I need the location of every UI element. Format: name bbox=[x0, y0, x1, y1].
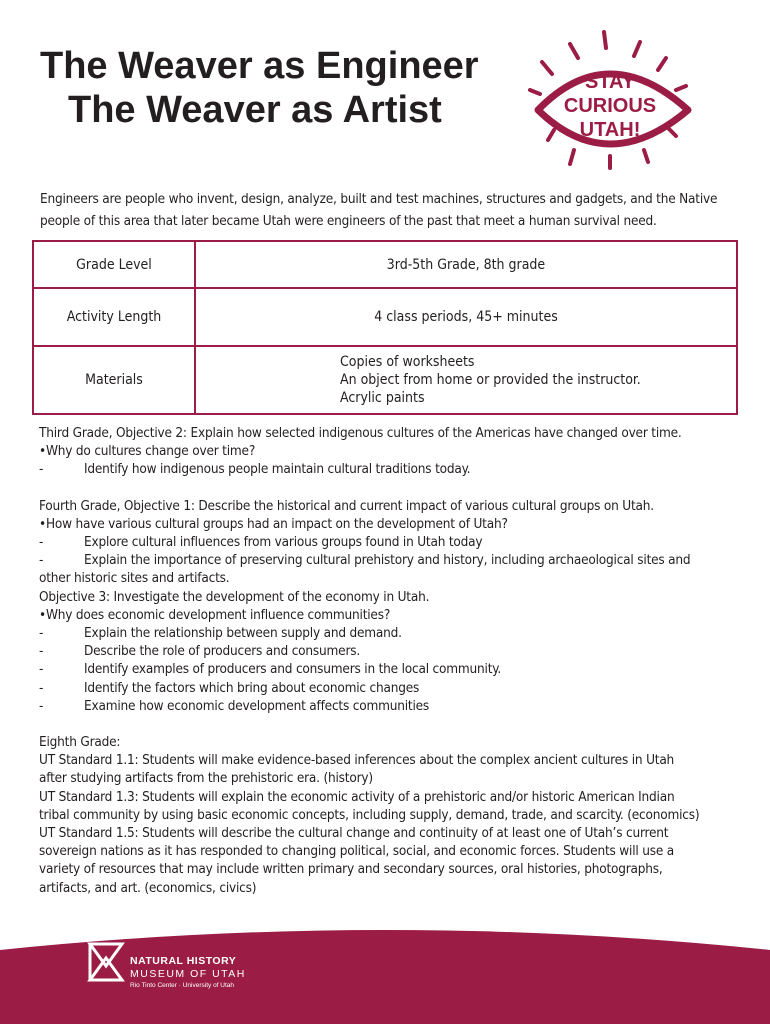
list-item-text: Describe the role of producers and consumers. bbox=[84, 643, 361, 660]
fourth-grade-question: •How have various cultural groups had an impact on the development of Utah? bbox=[39, 515, 508, 532]
list-item: - Describe the role of producers and consumers. bbox=[39, 643, 361, 660]
third-grade-question: •Why do cultures change over time? bbox=[39, 443, 256, 460]
list-item: - Identify how indigenous people maintain cultural traditions today. bbox=[39, 461, 471, 478]
eighth-grade-line: variety of resources that may include written primary and secondary sources, oral histories, photographs, bbox=[39, 861, 663, 878]
list-item-text: Identify how indigenous people maintain cultural traditions today. bbox=[84, 461, 471, 478]
list-item: - Explain the relationship between supply and demand. bbox=[39, 625, 402, 642]
info-table bbox=[32, 240, 738, 415]
objective-3-question: •Why does economic development influence communities? bbox=[39, 606, 391, 623]
list-item-text: Identify examples of producers and consumers in the local community. bbox=[84, 661, 501, 678]
list-item: - Explore cultural influences from various groups found in Utah today bbox=[39, 534, 483, 551]
eighth-grade-line: UT Standard 1.1: Students will make evidence-based inferences about the complex ancient cultures in Utah bbox=[39, 752, 675, 769]
list-item-continued: other historic sites and artifacts. bbox=[39, 570, 230, 587]
list-item-text: Explore cultural influences from various groups found in Utah today bbox=[84, 534, 483, 551]
standards-content bbox=[39, 424, 739, 897]
eighth-grade-line: after studying artifacts from the prehistoric era. (history) bbox=[39, 770, 373, 787]
list-item: - Examine how economic development affects communities bbox=[39, 697, 430, 714]
title-line-2: The Weaver as Artist bbox=[68, 89, 442, 131]
logo-line-3: UTAH! bbox=[579, 119, 641, 141]
stay-curious-logo bbox=[520, 28, 700, 178]
title-line-1: The Weaver as Engineer bbox=[40, 45, 479, 87]
materials-item: Acrylic paints bbox=[340, 390, 425, 406]
list-item-text: Explain the relationship between supply and demand. bbox=[84, 625, 402, 642]
brand-line-2: MUSEUM OF UTAH bbox=[130, 968, 246, 980]
eighth-grade-line: UT Standard 1.3: Students will explain the economic activity of a prehistoric and/or historic American Indian bbox=[39, 788, 675, 805]
objective-3: Objective 3: Investigate the development of the economy in Utah. bbox=[39, 588, 430, 605]
materials-item: An object from home or provided the instructor. bbox=[340, 372, 641, 388]
table-row-materials bbox=[33, 346, 737, 414]
activity-length-label: Activity Length bbox=[33, 288, 195, 346]
eighth-grade-line: UT Standard 1.5: Students will describe the cultural change and continuity of at least one of Utah’s current bbox=[39, 825, 669, 842]
list-item-text: Explain the importance of preserving cultural prehistory and history, including archaeological sites and bbox=[84, 552, 691, 569]
list-item: - Identify examples of producers and consumers in the local community. bbox=[39, 661, 501, 678]
logo-line-2: CURIOUS bbox=[563, 95, 657, 117]
intro-paragraph: Engineers are people who invent, design, analyze, built and test machines, structures and gadgets, and the Native people of this area that later became Utah were engineers of the past that meet a human survival need. bbox=[40, 191, 718, 229]
page-title bbox=[40, 44, 480, 132]
materials-label: Materials bbox=[33, 346, 195, 414]
materials-value bbox=[195, 346, 737, 414]
list-item-text: Identify the factors which bring about economic changes bbox=[84, 679, 420, 696]
eye-icon bbox=[520, 28, 700, 178]
grade-level-value: 3rd-5th Grade, 8th grade bbox=[195, 241, 737, 288]
materials-item: Copies of worksheets bbox=[340, 354, 475, 370]
activity-length-value: 4 class periods, 45+ minutes bbox=[195, 288, 737, 346]
fourth-grade-objective: Fourth Grade, Objective 1: Describe the historical and current impact of various cultural groups on Utah. bbox=[39, 497, 654, 514]
eighth-grade-line: tribal community by using basic economic concepts, including supply, demand, trade, and scarcity. (economics) bbox=[39, 806, 700, 823]
brand-line-3: Rio Tinto Center · University of Utah bbox=[130, 982, 235, 989]
table-row-grade-level bbox=[33, 241, 737, 288]
third-grade-objective: Third Grade, Objective 2: Explain how selected indigenous cultures of the Americas have changed over time. bbox=[39, 425, 682, 441]
brand-line-1: NATURAL HISTORY bbox=[130, 955, 237, 967]
list-item-text: Examine how economic development affects communities bbox=[84, 697, 430, 714]
eighth-grade-line: artifacts, and art. (economics, civics) bbox=[39, 879, 257, 896]
museum-logo-icon bbox=[86, 940, 126, 984]
list-item: - Identify the factors which bring about economic changes bbox=[39, 679, 420, 696]
grade-level-label: Grade Level bbox=[33, 241, 195, 288]
eighth-grade-heading: Eighth Grade: bbox=[39, 734, 121, 751]
eighth-grade-line: sovereign nations as it has responded to changing political, social, and economic forces. Students will use a bbox=[39, 843, 675, 860]
logo-line-1: STAY bbox=[584, 71, 636, 93]
list-item: - Explain the importance of preserving cultural prehistory and history, including archaeological sites and bbox=[39, 552, 691, 569]
table-row-activity-length bbox=[33, 288, 737, 346]
